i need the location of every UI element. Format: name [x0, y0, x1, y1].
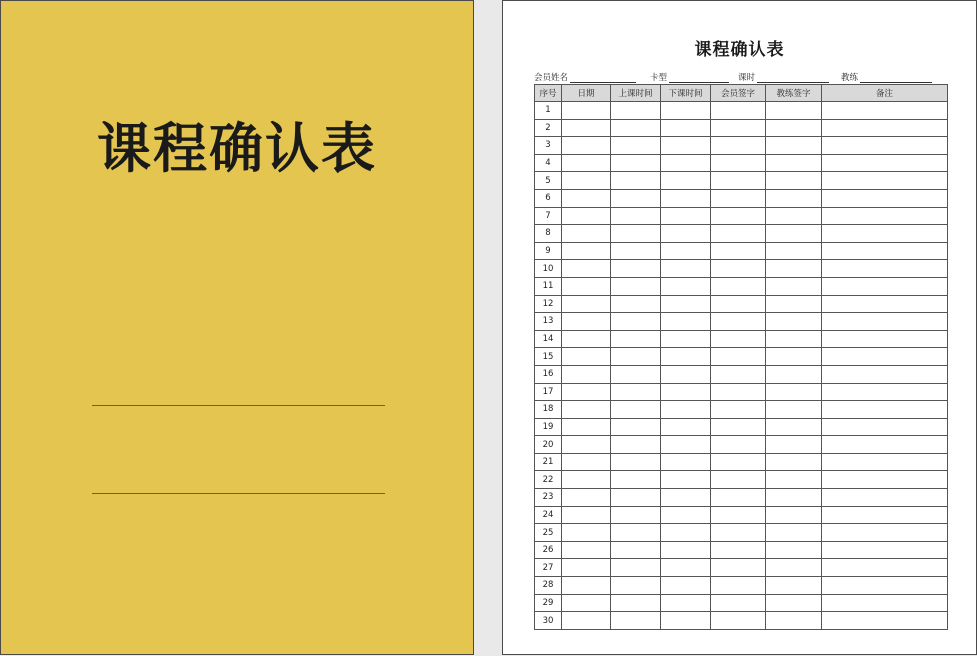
table-cell[interactable]: [766, 471, 822, 489]
table-cell[interactable]: [766, 225, 822, 243]
table-cell[interactable]: [766, 577, 822, 595]
table-cell[interactable]: [661, 225, 711, 243]
cover-blank-line: [92, 405, 385, 406]
table-cell[interactable]: [562, 154, 611, 172]
table-cell[interactable]: [711, 119, 766, 137]
table-row: [535, 189, 948, 207]
table-cell[interactable]: [562, 559, 611, 577]
table-cell[interactable]: [611, 154, 661, 172]
table-cell[interactable]: [611, 612, 661, 630]
column-header: 序号: [535, 85, 562, 102]
row-number: 22: [535, 471, 562, 489]
table-row: [535, 172, 948, 190]
table-cell[interactable]: [611, 137, 661, 155]
table-cell[interactable]: [711, 172, 766, 190]
table-cell[interactable]: [661, 102, 711, 120]
table-cell[interactable]: [711, 330, 766, 348]
table-cell[interactable]: [611, 189, 661, 207]
table-cell[interactable]: [766, 242, 822, 260]
table-row: [535, 418, 948, 436]
table-cell[interactable]: [562, 577, 611, 595]
table-cell[interactable]: [562, 102, 611, 120]
table-cell[interactable]: [822, 453, 948, 471]
row-number: 13: [535, 313, 562, 331]
table-cell[interactable]: [562, 172, 611, 190]
row-number: 10: [535, 260, 562, 278]
table-cell[interactable]: [711, 295, 766, 313]
table-cell[interactable]: [766, 401, 822, 419]
table-cell[interactable]: [562, 295, 611, 313]
coach-label: 教练: [841, 73, 859, 83]
table-cell[interactable]: [822, 471, 948, 489]
table-cell[interactable]: [562, 489, 611, 507]
table-cell[interactable]: [766, 418, 822, 436]
table-cell[interactable]: [822, 418, 948, 436]
table-cell[interactable]: [661, 612, 711, 630]
table-cell[interactable]: [822, 242, 948, 260]
member-name-label: 会员姓名: [534, 73, 569, 83]
column-header: 会员签字: [711, 85, 766, 102]
table-cell[interactable]: [822, 313, 948, 331]
table-cell[interactable]: [562, 207, 611, 225]
table-row: [535, 524, 948, 542]
table-row: [535, 348, 948, 366]
table-cell[interactable]: [822, 330, 948, 348]
card-type-field[interactable]: [650, 71, 729, 83]
coach-underline: [860, 73, 932, 83]
table-cell[interactable]: [711, 489, 766, 507]
table-cell[interactable]: [711, 260, 766, 278]
table-cell[interactable]: [822, 506, 948, 524]
table-cell[interactable]: [661, 330, 711, 348]
table-cell[interactable]: [562, 137, 611, 155]
row-number: 24: [535, 506, 562, 524]
row-number: 20: [535, 436, 562, 454]
table-cell[interactable]: [766, 119, 822, 137]
table-cell[interactable]: [562, 401, 611, 419]
table-cell[interactable]: [562, 471, 611, 489]
table-cell[interactable]: [661, 365, 711, 383]
member-name-field[interactable]: [534, 71, 636, 83]
table-cell[interactable]: [822, 295, 948, 313]
table-cell[interactable]: [822, 348, 948, 366]
row-number: 7: [535, 207, 562, 225]
table-cell[interactable]: [711, 242, 766, 260]
table-cell[interactable]: [711, 559, 766, 577]
column-header: 教练签字: [766, 85, 822, 102]
table-cell[interactable]: [562, 189, 611, 207]
table-row: [535, 313, 948, 331]
table-cell[interactable]: [562, 119, 611, 137]
table-cell[interactable]: [611, 401, 661, 419]
table-cell[interactable]: [611, 365, 661, 383]
table-cell[interactable]: [611, 524, 661, 542]
table-cell[interactable]: [661, 119, 711, 137]
cover-title: 课程确认表: [97, 117, 377, 180]
table-cell[interactable]: [611, 541, 661, 559]
table-cell[interactable]: [822, 189, 948, 207]
row-number: 3: [535, 137, 562, 155]
member-name-underline: [570, 73, 636, 83]
table-cell[interactable]: [611, 313, 661, 331]
row-number: 21: [535, 453, 562, 471]
table-row: [535, 207, 948, 225]
table-row: [535, 102, 948, 120]
table-cell[interactable]: [822, 541, 948, 559]
table-cell[interactable]: [661, 189, 711, 207]
table-row: [535, 154, 948, 172]
table-cell[interactable]: [822, 260, 948, 278]
row-number: 2: [535, 119, 562, 137]
table-cell[interactable]: [766, 453, 822, 471]
row-number: 29: [535, 594, 562, 612]
table-cell[interactable]: [611, 102, 661, 120]
table-row: [535, 137, 948, 155]
row-number: 18: [535, 401, 562, 419]
row-number: 12: [535, 295, 562, 313]
table-cell[interactable]: [766, 330, 822, 348]
table-cell[interactable]: [661, 383, 711, 401]
table-cell[interactable]: [766, 172, 822, 190]
table-row: [535, 277, 948, 295]
table-cell[interactable]: [611, 453, 661, 471]
table-cell[interactable]: [711, 471, 766, 489]
table-cell[interactable]: [562, 313, 611, 331]
table-cell[interactable]: [611, 471, 661, 489]
table-cell[interactable]: [661, 154, 711, 172]
table-row: [535, 383, 948, 401]
form-header-fields: [534, 71, 954, 84]
table-cell[interactable]: [562, 242, 611, 260]
table-cell[interactable]: [562, 594, 611, 612]
table-cell[interactable]: [822, 383, 948, 401]
table-cell[interactable]: [711, 506, 766, 524]
table-cell[interactable]: [661, 242, 711, 260]
row-number: 8: [535, 225, 562, 243]
table-row: [535, 594, 948, 612]
table-cell[interactable]: [822, 172, 948, 190]
table-cell[interactable]: [562, 612, 611, 630]
table-cell[interactable]: [711, 313, 766, 331]
row-number: 25: [535, 524, 562, 542]
table-cell[interactable]: [766, 383, 822, 401]
table-cell[interactable]: [611, 330, 661, 348]
table-cell[interactable]: [711, 436, 766, 454]
table-row: [535, 506, 948, 524]
table-cell[interactable]: [611, 436, 661, 454]
table-cell[interactable]: [611, 489, 661, 507]
lesson-time-field[interactable]: [738, 71, 829, 83]
table-row: [535, 577, 948, 595]
table-cell[interactable]: [611, 295, 661, 313]
table-cell[interactable]: [562, 277, 611, 295]
table-cell[interactable]: [611, 225, 661, 243]
table-cell[interactable]: [661, 453, 711, 471]
table-cell[interactable]: [822, 277, 948, 295]
table-cell[interactable]: [661, 260, 711, 278]
table-cell[interactable]: [766, 436, 822, 454]
table-row: [535, 541, 948, 559]
row-number: 16: [535, 365, 562, 383]
table-cell[interactable]: [611, 383, 661, 401]
table-cell[interactable]: [562, 225, 611, 243]
table-cell[interactable]: [611, 559, 661, 577]
table-cell[interactable]: [766, 189, 822, 207]
column-header: 上课时间: [611, 85, 661, 102]
table-row: [535, 612, 948, 630]
table-cell[interactable]: [661, 137, 711, 155]
table-cell[interactable]: [822, 559, 948, 577]
table-cell[interactable]: [661, 559, 711, 577]
table-cell[interactable]: [822, 594, 948, 612]
table-cell[interactable]: [661, 295, 711, 313]
table-cell[interactable]: [766, 277, 822, 295]
table-cell[interactable]: [711, 401, 766, 419]
table-cell[interactable]: [766, 295, 822, 313]
table-cell[interactable]: [611, 207, 661, 225]
table-cell[interactable]: [562, 524, 611, 542]
table-cell[interactable]: [711, 189, 766, 207]
table-cell[interactable]: [766, 594, 822, 612]
table-row: [535, 453, 948, 471]
table-cell[interactable]: [766, 612, 822, 630]
row-number: 23: [535, 489, 562, 507]
lesson-time-underline: [757, 73, 829, 83]
table-cell[interactable]: [766, 260, 822, 278]
table-cell[interactable]: [661, 541, 711, 559]
table-cell[interactable]: [711, 102, 766, 120]
form-title: 课程确认表: [694, 40, 785, 60]
table-cell[interactable]: [822, 225, 948, 243]
card-type-label: 卡型: [650, 73, 668, 83]
table-cell[interactable]: [611, 172, 661, 190]
table-cell[interactable]: [822, 489, 948, 507]
table-cell[interactable]: [661, 313, 711, 331]
table-row: [535, 471, 948, 489]
table-cell[interactable]: [822, 401, 948, 419]
cover-page: [0, 0, 474, 655]
form-page: [502, 0, 977, 655]
table-cell[interactable]: [822, 102, 948, 120]
table-cell[interactable]: [766, 506, 822, 524]
table-cell[interactable]: [661, 207, 711, 225]
table-cell[interactable]: [562, 541, 611, 559]
table-cell[interactable]: [711, 612, 766, 630]
table-cell[interactable]: [562, 260, 611, 278]
table-cell[interactable]: [611, 506, 661, 524]
table-row: [535, 436, 948, 454]
table-row: [535, 225, 948, 243]
table-cell[interactable]: [711, 541, 766, 559]
table-row: [535, 330, 948, 348]
table-cell[interactable]: [822, 119, 948, 137]
table-cell[interactable]: [766, 154, 822, 172]
table-cell[interactable]: [611, 242, 661, 260]
table-cell[interactable]: [766, 365, 822, 383]
table-cell[interactable]: [766, 559, 822, 577]
card-type-underline: [669, 73, 729, 83]
table-header-row: [535, 85, 948, 102]
coach-field[interactable]: [841, 71, 932, 83]
row-number: 14: [535, 330, 562, 348]
table-cell[interactable]: [766, 489, 822, 507]
row-number: 5: [535, 172, 562, 190]
table-row: [535, 295, 948, 313]
table-cell[interactable]: [661, 172, 711, 190]
table-cell[interactable]: [711, 383, 766, 401]
row-number: 26: [535, 541, 562, 559]
table-row: [535, 365, 948, 383]
table-cell[interactable]: [766, 524, 822, 542]
table-cell[interactable]: [711, 225, 766, 243]
row-number: 27: [535, 559, 562, 577]
row-number: 15: [535, 348, 562, 366]
table-cell[interactable]: [822, 207, 948, 225]
table-cell[interactable]: [711, 154, 766, 172]
table-cell[interactable]: [711, 594, 766, 612]
table-row: [535, 489, 948, 507]
table-cell[interactable]: [562, 418, 611, 436]
table-cell[interactable]: [562, 348, 611, 366]
table-cell[interactable]: [661, 277, 711, 295]
table-cell[interactable]: [611, 594, 661, 612]
table-cell[interactable]: [611, 577, 661, 595]
table-cell[interactable]: [711, 577, 766, 595]
table-cell[interactable]: [711, 453, 766, 471]
row-number: 1: [535, 102, 562, 120]
column-header: 日期: [562, 85, 611, 102]
row-number: 30: [535, 612, 562, 630]
table-cell[interactable]: [562, 365, 611, 383]
course-table: [534, 84, 948, 630]
table-cell[interactable]: [611, 277, 661, 295]
table-cell[interactable]: [711, 277, 766, 295]
column-header: 备注: [822, 85, 948, 102]
table-row: [535, 260, 948, 278]
table-cell[interactable]: [822, 577, 948, 595]
row-number: 4: [535, 154, 562, 172]
cover-blank-line: [92, 493, 385, 494]
row-number: 11: [535, 277, 562, 295]
table-cell[interactable]: [766, 313, 822, 331]
table-row: [535, 401, 948, 419]
table-cell[interactable]: [711, 137, 766, 155]
row-number: 9: [535, 242, 562, 260]
table-cell[interactable]: [766, 207, 822, 225]
table-cell[interactable]: [822, 137, 948, 155]
table-cell[interactable]: [562, 453, 611, 471]
table-cell[interactable]: [661, 401, 711, 419]
table-row: [535, 559, 948, 577]
table-cell[interactable]: [661, 506, 711, 524]
table-cell[interactable]: [611, 119, 661, 137]
table-cell[interactable]: [661, 594, 711, 612]
table-cell[interactable]: [611, 260, 661, 278]
table-cell[interactable]: [661, 418, 711, 436]
table-cell[interactable]: [711, 418, 766, 436]
table-cell[interactable]: [661, 577, 711, 595]
table-cell[interactable]: [562, 383, 611, 401]
table-cell[interactable]: [661, 348, 711, 366]
table-cell[interactable]: [711, 365, 766, 383]
table-cell[interactable]: [562, 330, 611, 348]
table-cell[interactable]: [822, 524, 948, 542]
table-cell[interactable]: [711, 348, 766, 366]
lesson-time-label: 课时: [738, 73, 756, 83]
row-number: 6: [535, 189, 562, 207]
table-row: [535, 242, 948, 260]
table-cell[interactable]: [766, 541, 822, 559]
table-cell[interactable]: [661, 436, 711, 454]
table-cell[interactable]: [766, 137, 822, 155]
table-cell[interactable]: [661, 524, 711, 542]
table-cell[interactable]: [562, 436, 611, 454]
row-number: 17: [535, 383, 562, 401]
table-row: [535, 119, 948, 137]
table-cell[interactable]: [661, 489, 711, 507]
table-cell[interactable]: [611, 418, 661, 436]
row-number: 28: [535, 577, 562, 595]
table-cell[interactable]: [711, 207, 766, 225]
table-cell[interactable]: [611, 348, 661, 366]
table-cell[interactable]: [711, 524, 766, 542]
row-number: 19: [535, 418, 562, 436]
table-cell[interactable]: [661, 471, 711, 489]
table-cell[interactable]: [562, 506, 611, 524]
table-cell[interactable]: [766, 102, 822, 120]
table-cell[interactable]: [822, 154, 948, 172]
table-cell[interactable]: [822, 436, 948, 454]
table-cell[interactable]: [822, 612, 948, 630]
table-cell[interactable]: [822, 365, 948, 383]
table-cell[interactable]: [766, 348, 822, 366]
table-body: [535, 102, 948, 630]
column-header: 下课时间: [661, 85, 711, 102]
